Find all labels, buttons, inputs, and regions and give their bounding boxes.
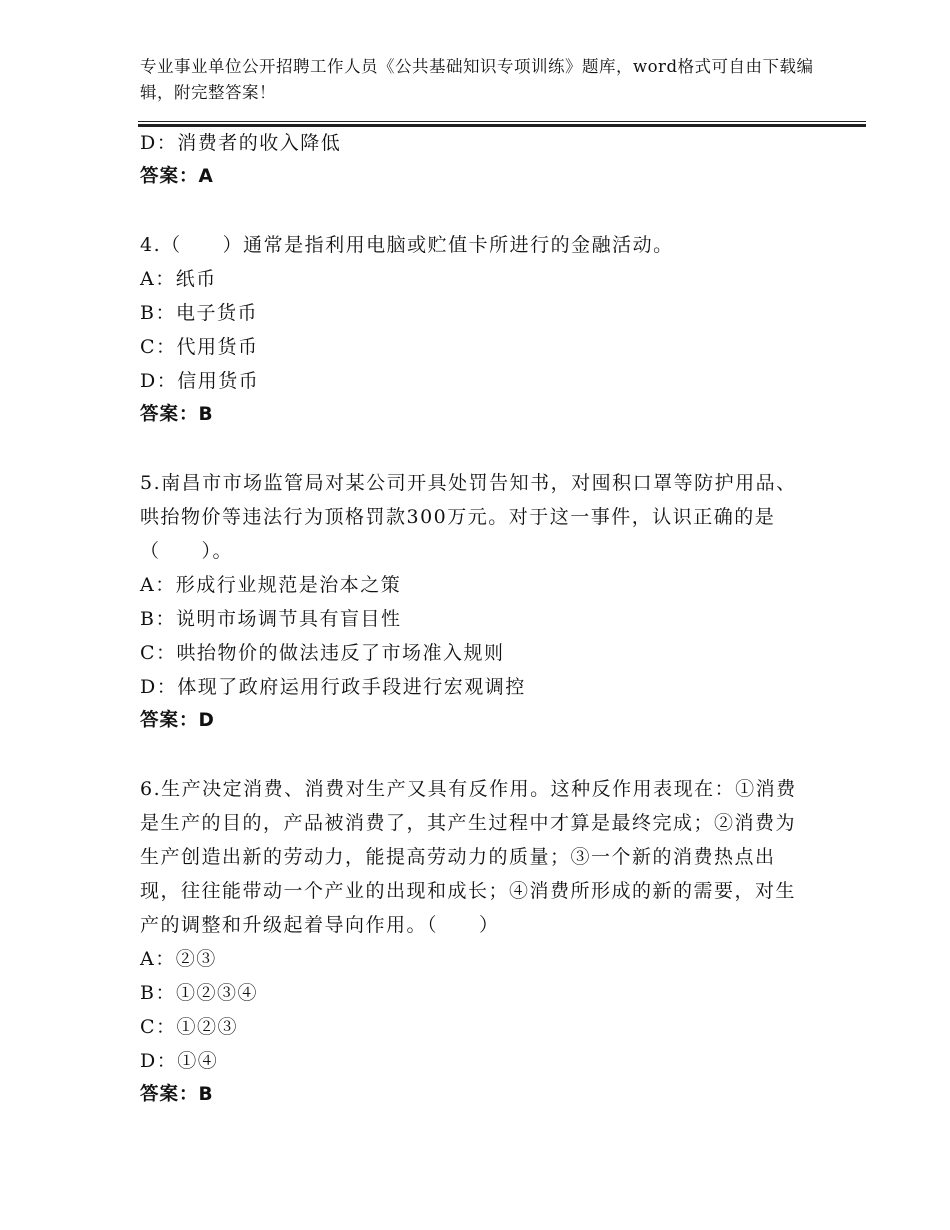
option-c: C：哄抬物价的做法违反了市场准入规则 — [140, 642, 505, 664]
option-b: B：电子货币 — [140, 302, 258, 324]
answer: 答案：B — [140, 1084, 214, 1105]
question-5 — [140, 466, 800, 738]
spacer — [140, 432, 800, 466]
carryover-option-d: D：消费者的收入降低 — [140, 132, 342, 154]
option-c: C：代用货币 — [140, 336, 259, 358]
option-b: B：说明市场调节具有盲目性 — [140, 608, 402, 630]
option-a: A：②③ — [140, 948, 217, 970]
header-rule-thin — [138, 121, 866, 122]
option-d: D：①④ — [140, 1050, 219, 1072]
answer: 答案：D — [140, 710, 215, 731]
page-header: 专业事业单位公开招聘工作人员《公共基础知识专项训练》题库，word格式可自由下载编辑，附完整答案！ — [140, 57, 814, 102]
spacer — [140, 194, 800, 228]
option-b: B：①②③④ — [140, 982, 258, 1004]
question-content — [140, 126, 800, 1112]
question-6 — [140, 772, 800, 1112]
option-a: A：形成行业规范是治本之策 — [140, 574, 402, 596]
carryover-answer: 答案：A — [140, 166, 214, 187]
answer: 答案：B — [140, 404, 214, 425]
question-stem: 6.生产决定消费、消费对生产又具有反作用。这种反作用表现在：①消费是生产的目的，产品被消费了，其产生过程中才算是最终完成；②消费为生产创造出新的劳动力，能提高劳动力的质量；③一个新的消费热点出现，往往能带动一个产业的出现和成长；④消费所形成的新的需要，对生产的调整和升级起着导向作用。（ ） — [140, 778, 797, 936]
question-stem: 4.（ ）通常是指利用电脑或贮值卡所进行的金融活动。 — [140, 234, 674, 256]
question-stem: 5.南昌市市场监管局对某公司开具处罚告知书，对囤积口罩等防护用品、哄抬物价等违法行为顶格罚款300万元。对于这一事件，认识正确的是（ ）。 — [140, 472, 797, 562]
spacer — [140, 738, 800, 772]
question-4 — [140, 228, 800, 432]
option-a: A：纸币 — [140, 268, 217, 290]
option-d: D：信用货币 — [140, 370, 260, 392]
option-c: C：①②③ — [140, 1016, 239, 1038]
option-d: D：体现了政府运用行政手段进行宏观调控 — [140, 676, 526, 698]
